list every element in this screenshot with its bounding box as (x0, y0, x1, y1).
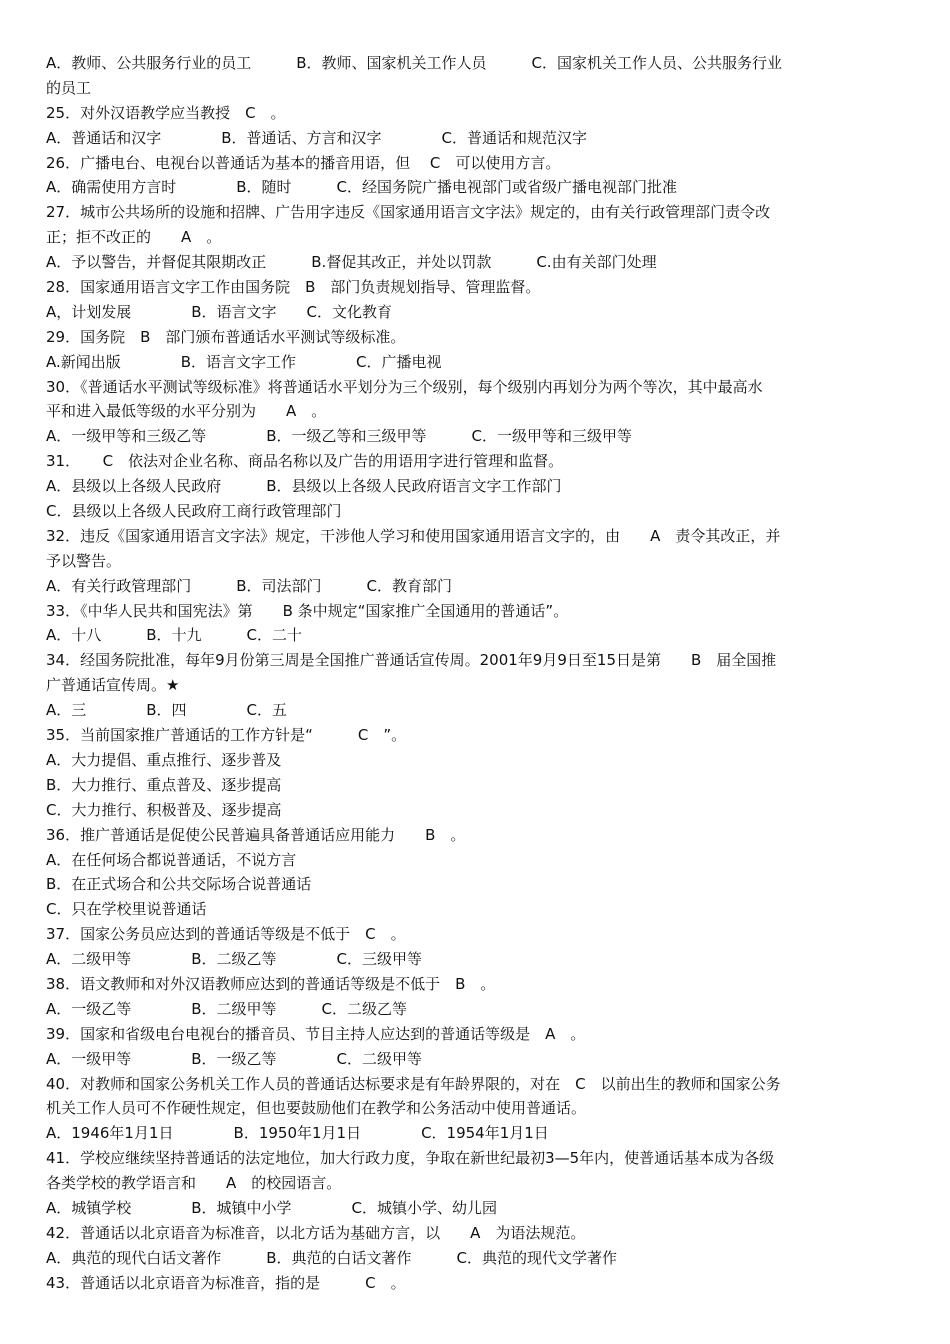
text-line: A．一级甲等和三级乙等 B．一级乙等和三级甲等 C．一级甲等和三级甲等 (46, 427, 633, 446)
document-body (46, 51, 908, 1296)
text-line: A．普通话和汉字 B．普通话、方言和汉字 C．普通话和规范汉字 (46, 128, 588, 147)
text-line: A．典范的现代白话文著作 B．典范的白话文著作 C．典范的现代文学著作 (46, 1248, 618, 1267)
text-line: C．只在学校里说普通话 (46, 900, 207, 919)
text-line: 机关工作人员可不作硬性规定，但也要鼓励他们在教学和公务活动中使用普通话。 (46, 1099, 587, 1118)
text-line: A．教师、公共服务行业的员工 B．教师、国家机关工作人员 C．国家机关工作人员、公共服务行业 (46, 54, 783, 72)
text-line: 28．国家通用语言文字工作由国务院 B 部门负责规划指导、管理监督。 (46, 278, 541, 297)
text-line: A．予以警告，并督促其限期改正 B.督促其改正，并处以罚款 C.由有关部门处理 (46, 253, 657, 272)
text-line: A．十八 B．十九 C．二十 (46, 626, 303, 645)
text-line: 34．经国务院批准，每年9月份第三周是全国推广普通话宣传周。2001年9月9日至15日是第 B 届全国推 (46, 651, 777, 670)
text-line: A．城镇学校 B．城镇中小学 C．城镇小学、幼儿园 (46, 1198, 498, 1217)
text-line: A．大力提倡、重点推行、逐步普及 (46, 750, 282, 769)
text-line: 的员工 (46, 78, 92, 97)
text-line: 38．语文教师和对外汉语教师应达到的普通话等级是不低于 B 。 (46, 974, 496, 993)
text-line: 广普通话宣传周。★ (46, 676, 180, 695)
text-line: A．三 B．四 C．五 (46, 701, 288, 720)
text-line: 42．普通话以北京语音为标准音，以北方话为基础方言，以 A 为语法规范。 (46, 1223, 586, 1242)
text-line: 27．城市公共场所的设施和招牌、广告用字违反《国家通用语言文字法》规定的，由有关行政管理部门责令改 (46, 203, 771, 222)
text-line: A．在任何场合都说普通话，不说方言 (46, 850, 297, 869)
text-line: 35．当前国家推广普通话的工作方针是“ C ”。 (46, 726, 407, 745)
text-line: A．二级甲等 B．二级乙等 C．三级甲等 (46, 950, 423, 969)
text-line: A，计划发展 B．语言文字 C．文化教育 (46, 302, 393, 321)
text-line: 平和进入最低等级的水平分别为 A 。 (46, 402, 327, 421)
text-line: 29．国务院 B 部门颁布普通话水平测试等级标准。 (46, 327, 406, 346)
text-line: A．县级以上各级人民政府 B．县级以上各级人民政府语言文字工作部门 (46, 477, 562, 496)
text-line: 各类学校的教学语言和 A 的校园语言。 (46, 1174, 342, 1193)
text-line: 正；拒不改正的 A 。 (46, 228, 222, 247)
text-line: 32．违反《国家通用语言文字法》规定，干涉他人学习和使用国家通用语言文字的，由 A 责令其改正，并 (46, 526, 781, 545)
text-line: A．一级乙等 B．二级甲等 C．二级乙等 (46, 999, 408, 1018)
text-line: 30．《普通话水平测试等级标准》将普通话水平划分为三个级别，每个级别内再划分为两个等次，其中最高水 (46, 377, 763, 396)
text-line: 36．推广普通话是促使公民普遍具备普通话应用能力 B 。 (46, 825, 466, 844)
text-line: 41．学校应继续坚持普通话的法定地位，加大行政力度，争取在新世纪最初3—5年内，使普通话基本成为各级 (46, 1149, 775, 1168)
text-line: 31． C 依法对企业名称、商品名称以及广告的用语用字进行管理和监督。 (46, 452, 564, 471)
text-line: 39．国家和省级电台电视台的播音员、节目主持人应达到的普通话等级是 A 。 (46, 1024, 586, 1043)
text-line: 25．对外汉语教学应当教授 C 。 (46, 103, 286, 122)
text-line: 予以警告。 (46, 551, 122, 570)
text-line: B．大力推行、重点普及、逐步提高 (46, 775, 282, 794)
text-line: C．县级以上各级人民政府工商行政管理部门 (46, 502, 342, 521)
text-line: A．有关行政管理部门 B．司法部门 C．教育部门 (46, 576, 453, 595)
text-line: B．在正式场合和公共交际场合说普通话 (46, 875, 312, 894)
text-line: A.新闻出版 B．语言文字工作 C．广播电视 (46, 352, 442, 371)
text-line: A．确需使用方言时 B．随时 C．经国务院广播电视部门或省级广播电视部门批准 (46, 178, 678, 197)
text-line: 43．普通话以北京语音为标准音，指的是 C 。 (46, 1273, 406, 1292)
text-line: A．一级甲等 B．一级乙等 C．二级甲等 (46, 1049, 423, 1068)
text-line: 33．《中华人民共和国宪法》第 B 条中规定“国家推广全国通用的普通话”。 (46, 601, 569, 620)
text-line: 40．对教师和国家公务机关工作人员的普通话达标要求是有年龄界限的，对在 C 以前出生的教师和国家公务 (46, 1074, 781, 1093)
text-line: A．1946年1月1日 B．1950年1月1日 C．1954年1月1日 (46, 1124, 549, 1143)
text-line: C．大力推行、积极普及、逐步提高 (46, 800, 282, 819)
text-line: 26．广播电台、电视台以普通话为基本的播音用语，但 C 可以使用方言。 (46, 153, 561, 172)
text-line: 37．国家公务员应达到的普通话等级是不低于 C 。 (46, 925, 406, 944)
